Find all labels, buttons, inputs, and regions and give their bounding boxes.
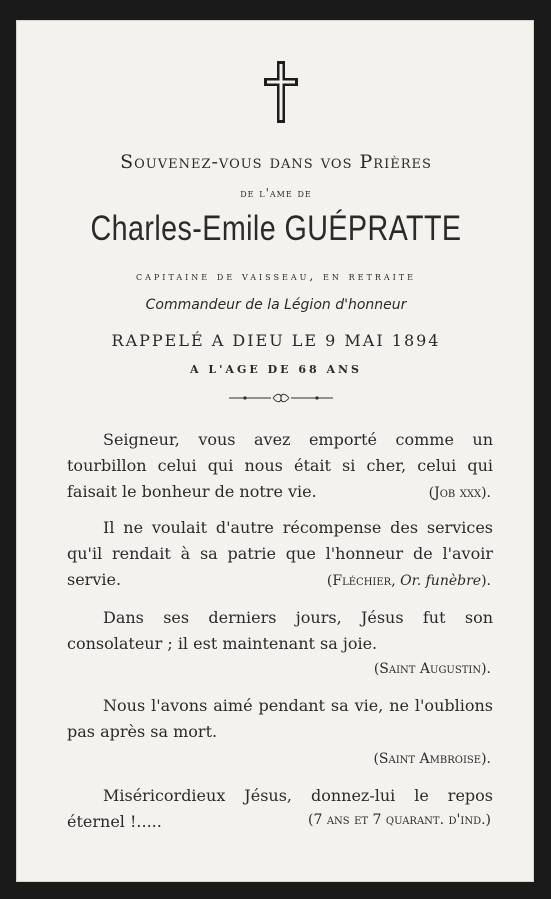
memorial-card bbox=[16, 20, 534, 882]
quote-2-text: Il ne voulait d'autre récompense des services qu'il rendait à sa patrie que l'honneur de l'avoir servie. bbox=[67, 518, 493, 589]
remember-heading: Souvenez-vous dans vos Prières bbox=[120, 151, 432, 173]
quote-3 bbox=[67, 605, 493, 657]
quote-1-source: (Job xxx). bbox=[428, 485, 491, 501]
deceased-name: Charles-Emile GUÉPRATTE bbox=[90, 209, 462, 248]
quote-4-source: (Saint Ambroise). bbox=[373, 751, 491, 767]
decoration-line: Commandeur de la Légion d'honneur bbox=[145, 297, 407, 313]
quote-5-source: (7 ans et 7 quarant. d'ind.) bbox=[300, 812, 491, 828]
death-date-line: RAPPELÉ A DIEU LE 9 MAI 1894 bbox=[111, 331, 441, 350]
quote-4 bbox=[67, 693, 493, 745]
quote-4-text: Nous l'avons aimé pendant sa vie, ne l'oublions pas après sa mort. bbox=[67, 696, 493, 741]
quote-3-text: Dans ses derniers jours, Jésus fut son consolateur ; il est maintenant sa joie. bbox=[67, 608, 493, 653]
quote-5-text: Miséricordieux Jésus, donnez-lui le repos éternel !..... bbox=[67, 786, 493, 831]
ornament-divider-icon bbox=[229, 393, 333, 403]
quote-2-source-author: (Fléchier, bbox=[326, 573, 396, 589]
quote-1-text: Seigneur, vous avez emporté comme un tourbillon celui qui nous était si cher, celui qui faisait le bonheur de notre vie. bbox=[67, 430, 493, 501]
quote-2-source-work: Or. funèbre bbox=[400, 573, 482, 589]
soul-of-line: de l'ame de bbox=[240, 186, 312, 200]
quote-2-source bbox=[327, 573, 491, 589]
age-line: A L'AGE DE 68 ANS bbox=[189, 363, 363, 376]
quote-3-source: (Saint Augustin). bbox=[373, 661, 491, 677]
latin-cross-icon bbox=[264, 61, 298, 123]
rank-line: capitaine de vaisseau, en retraite bbox=[136, 269, 416, 283]
quote-2-source-end: ). bbox=[481, 573, 491, 589]
